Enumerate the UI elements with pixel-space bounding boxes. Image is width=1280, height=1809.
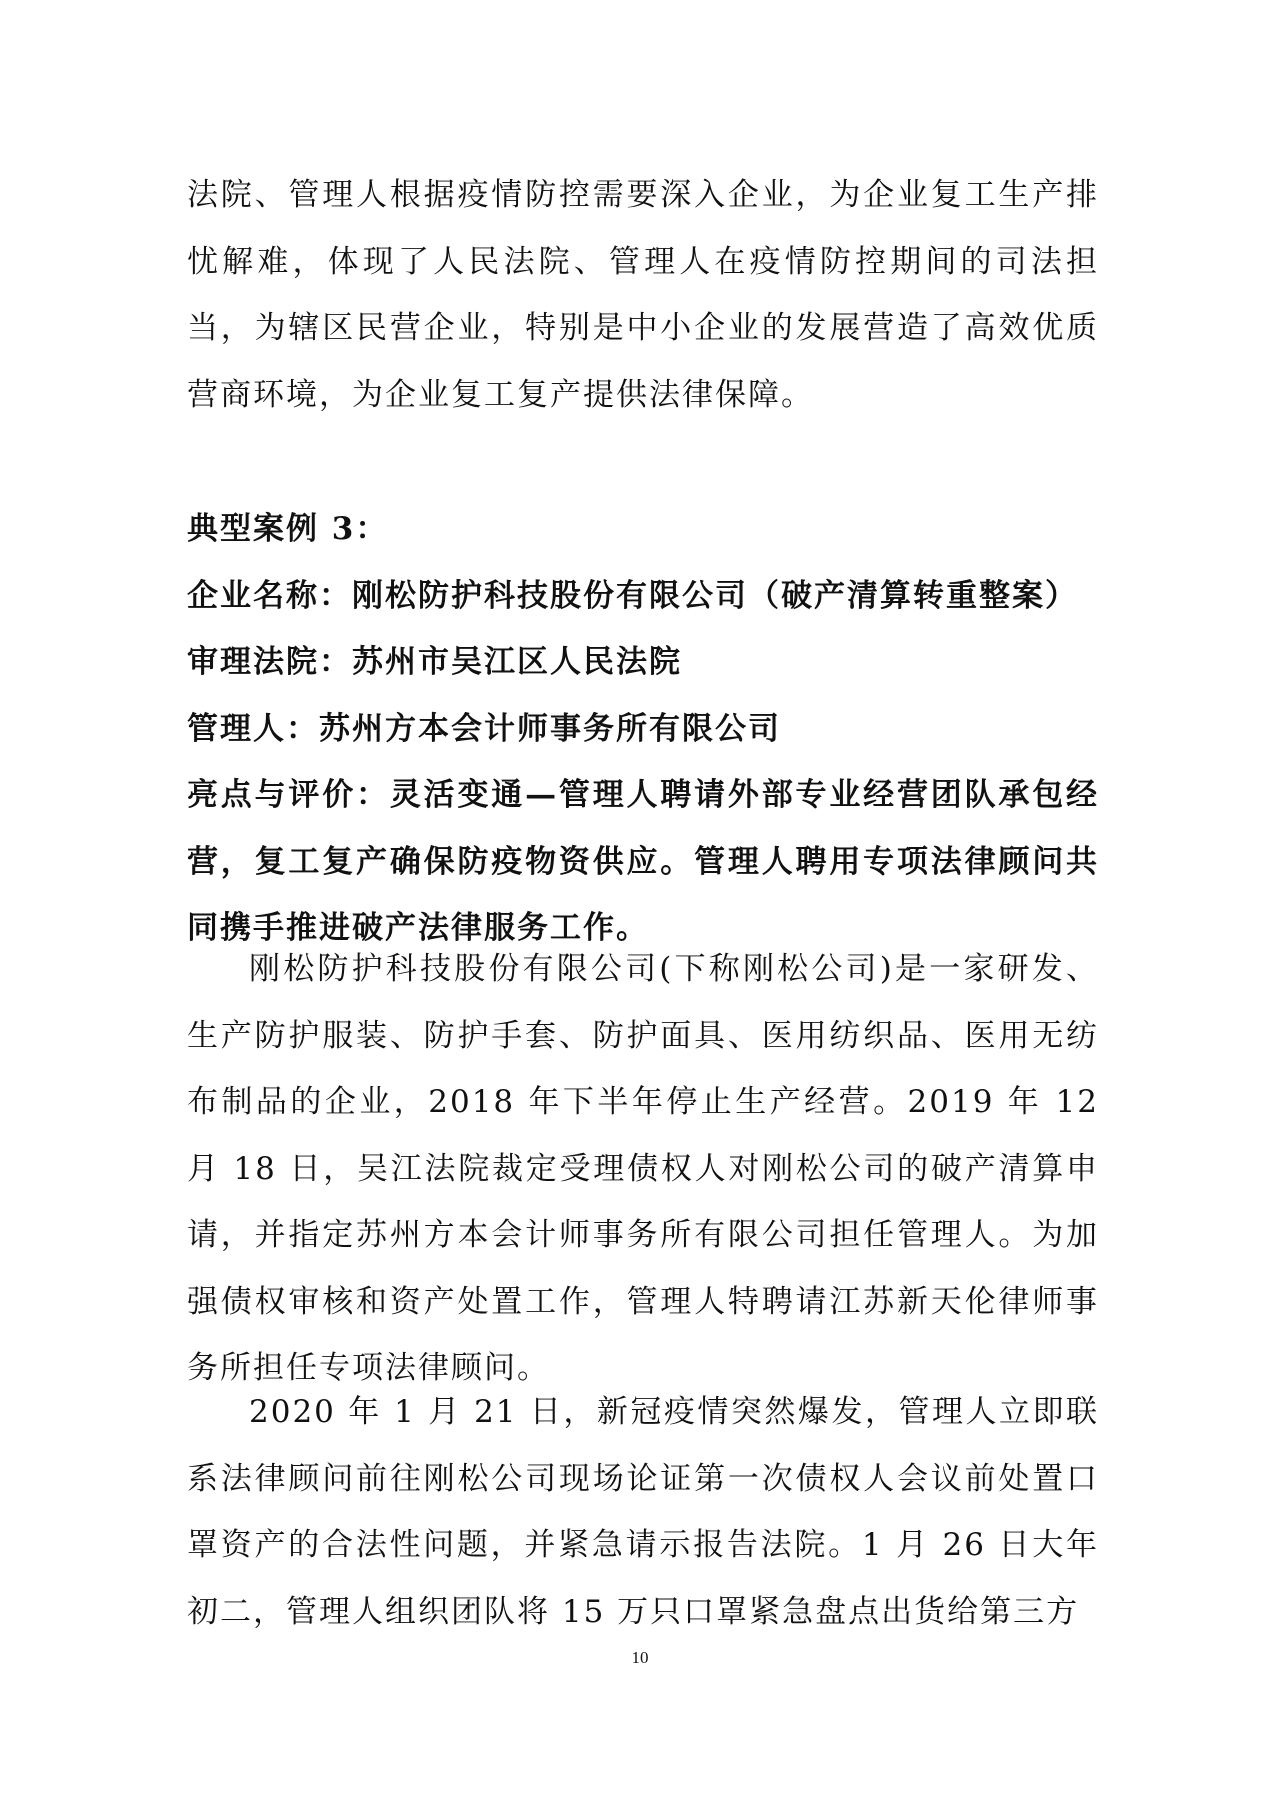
case-court: 审理法院：苏州市吴江区人民法院 xyxy=(187,644,682,680)
page-number: 10 xyxy=(631,1648,649,1667)
case-highlight: 亮点与评价：灵活变通—管理人聘请外部专业经营团队承包经营，复工复产确保防疫物资供应。管理人聘用专项法律顾问共同携手推进破产法律服务工作。 xyxy=(187,777,1099,946)
case-administrator: 管理人：苏州方本会计师事务所有限公司 xyxy=(187,710,781,747)
continuation-paragraph: 法院、管理人根据疫情防控需要深入企业，为企业复工生产排忧解难，体现了人民法院、管理人在疫情防控期间的司法担当，为辖区民营企业，特别是中小企业的发展营造了高效优质营商环境，为企业复工复产提供法律保障。 xyxy=(187,177,1099,413)
case-company: 企业名称：刚松防护科技股份有限公司（破产清算转重整案） xyxy=(187,577,1078,614)
case-section xyxy=(187,496,1099,962)
case-title: 典型案例 3： xyxy=(187,511,389,547)
body-paragraph-intro: 刚松防护科技股份有限公司(下称刚松公司)是一家研发、生产防护服装、防护手套、防护面具、医用纺织品、医用无纺布制品的企业，2018 年下半年停止生产经营。2019 年 12 月 18 日，吴江法院裁定受理债权人对刚松公司的破产清算申请，并指定苏州方本会计师事务所有限公司担任管理人。为加强债权审核和资产处置工作，管理人特聘请江苏新天伦律师事务所担任专项法律顾问。 xyxy=(187,951,1099,1386)
body-paragraph-events: 2020 年 1 月 21 日，新冠疫情突然爆发，管理人立即联系法律顾问前往刚松公司现场论证第一次债权人会议前处置口罩资产的合法性问题，并紧急请示报告法院。1 月 26 日大年初二，管理人组织团队将 15 万只口罩紧急盘点出货给第三方 xyxy=(187,1394,1099,1630)
